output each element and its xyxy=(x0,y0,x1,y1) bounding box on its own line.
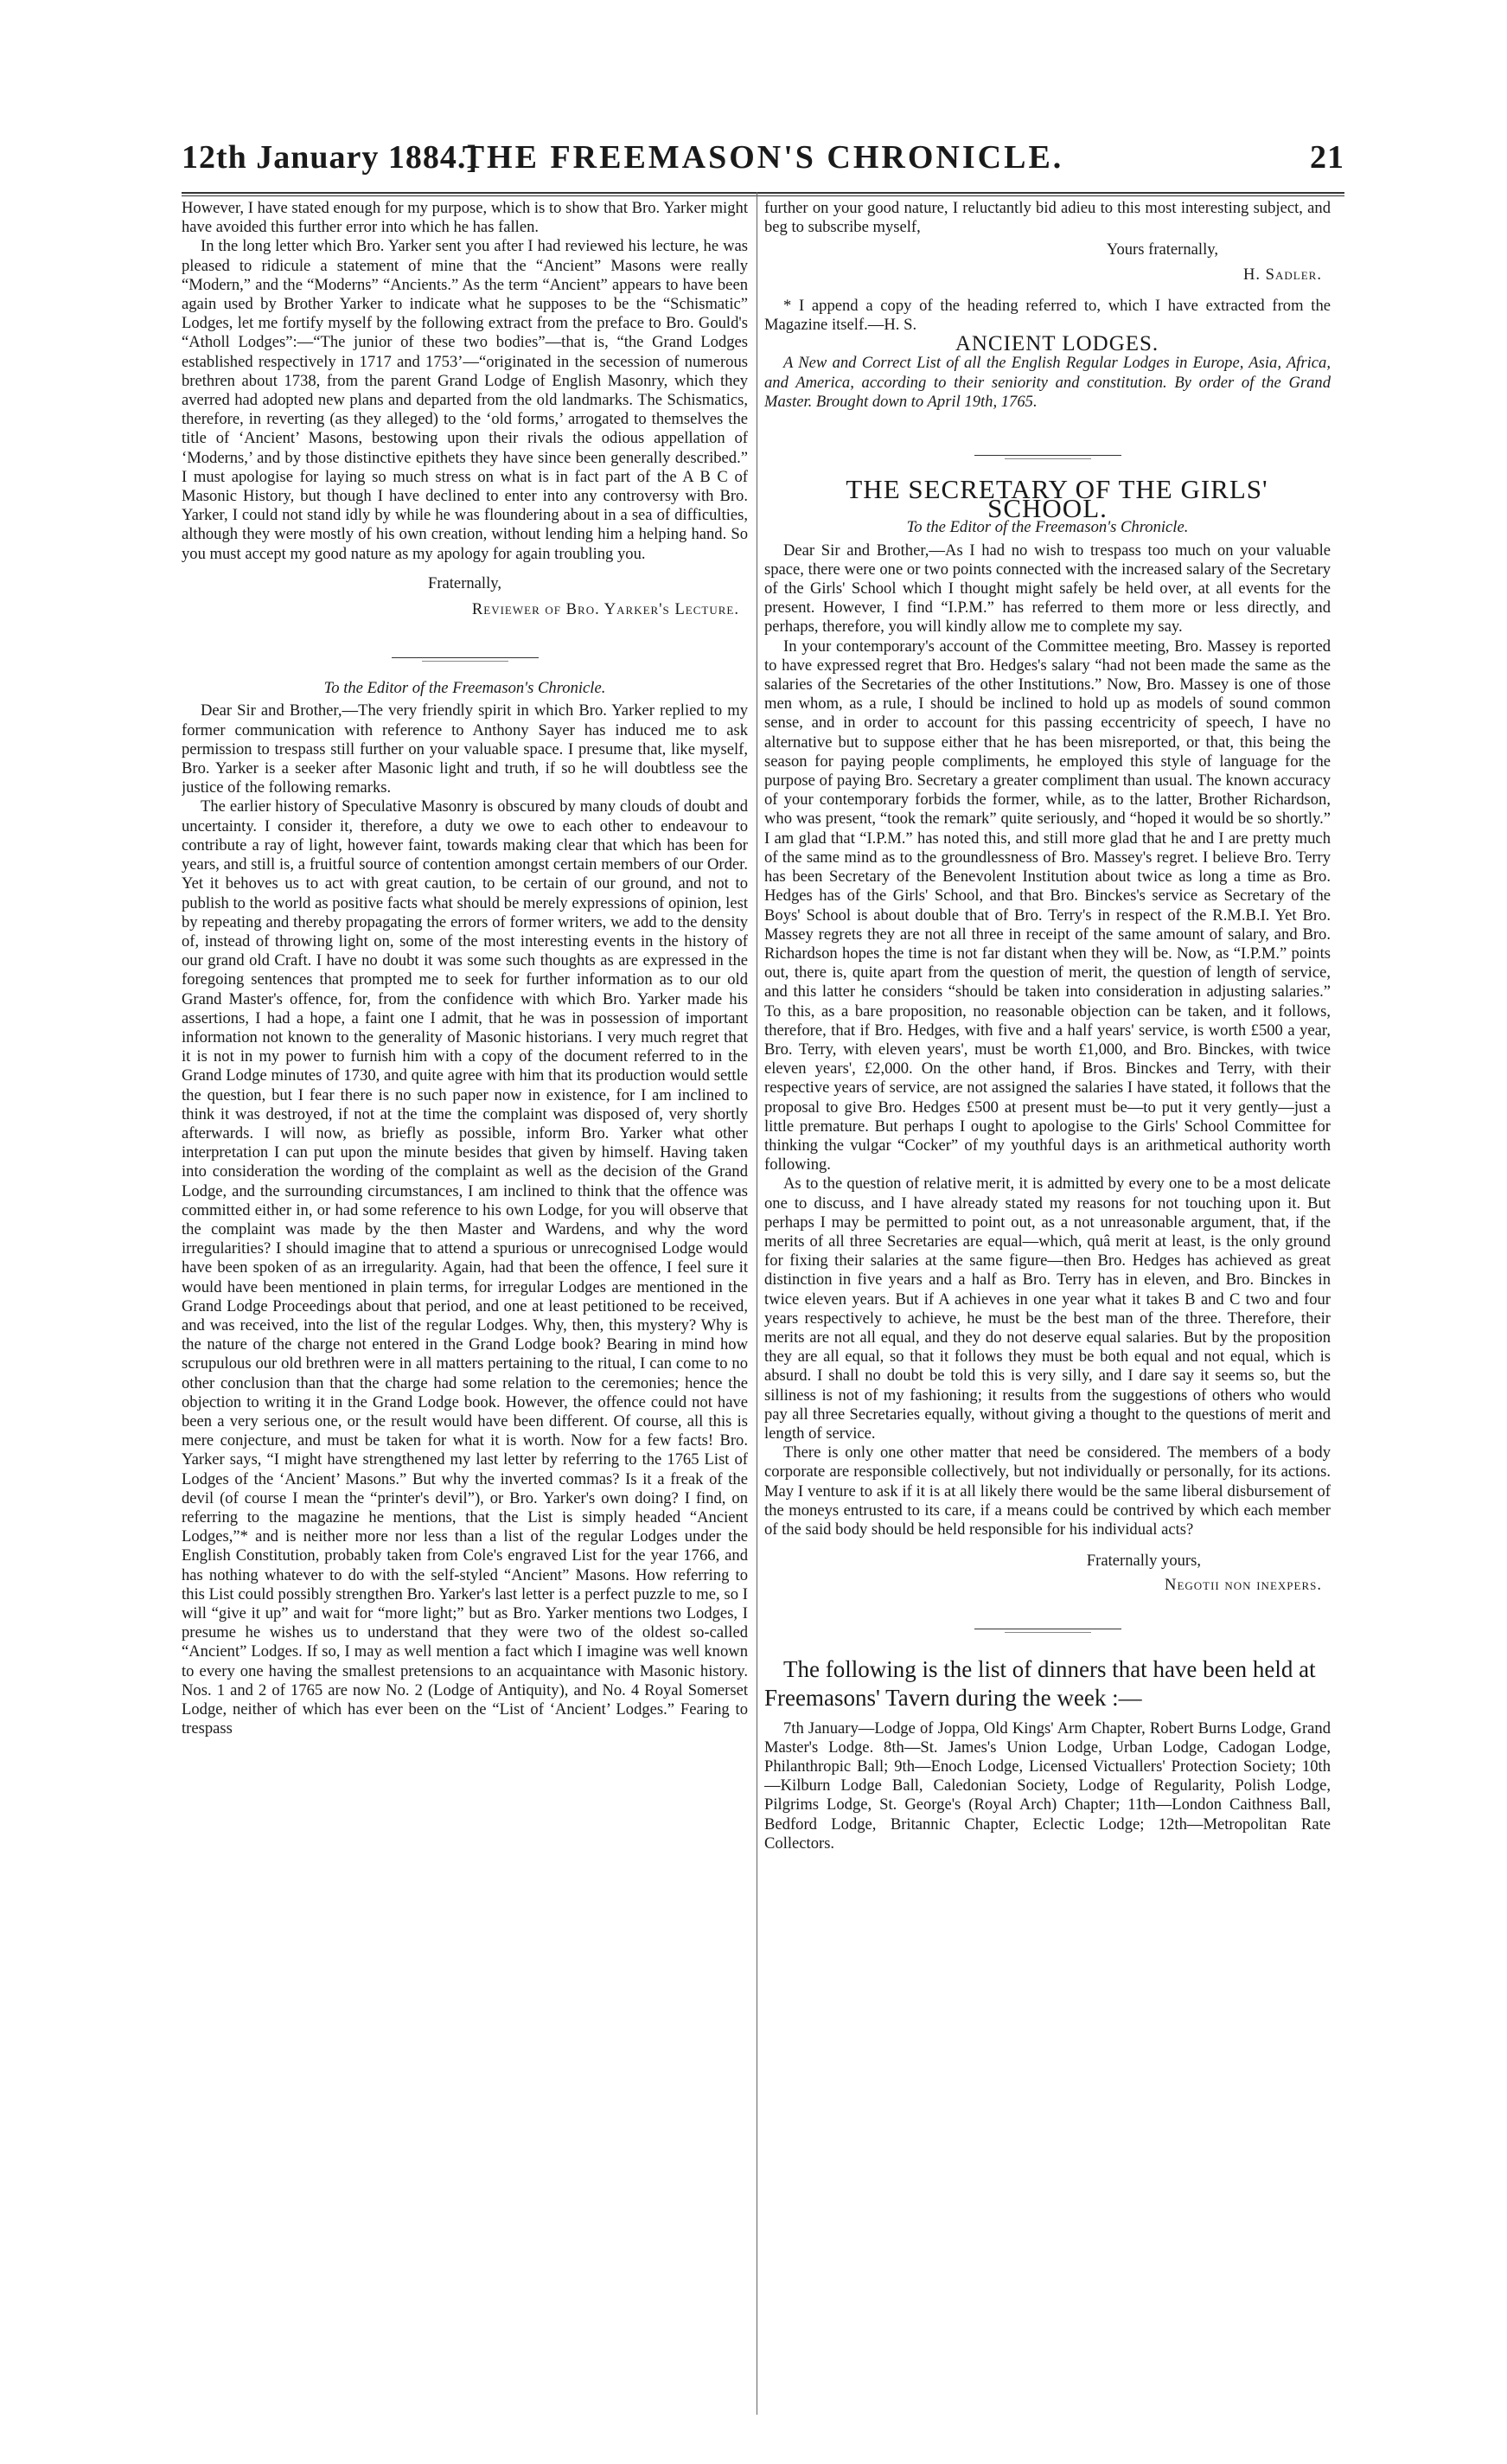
signature-sadler: H. Sadler. xyxy=(1242,265,1322,284)
header-rule-thin xyxy=(182,195,1344,196)
editor-line: To the Editor of the Freemason's Chronicle. xyxy=(906,518,1189,537)
dinners-intro: The following is the list of dinners that have been held at Freemasons' Tavern during the week :— xyxy=(764,1655,1316,1711)
footnote: * I append a copy of the heading referred to, which I have extracted from the Magazine itself.—H. S. xyxy=(764,296,1331,335)
closing-fraternally: Fraternally, xyxy=(427,573,501,592)
letter-opening: Dear Sir and Brother,—The very friendly spirit in which Bro. Yarker replied to my former communication with reference to Anthony Sayer has induced me to ask permission to trespass still further on your valuable space. I presume that, like myself, Bro. Yarker is a seeker after Masonic light and truth, if so he will doubtless see the justice of the following remarks. xyxy=(182,701,748,797)
closing-yours: Yours fraternally, xyxy=(1106,240,1218,259)
publication-title: THE FREEMASON'S CHRONICLE. xyxy=(462,139,1064,176)
section-rule-thin xyxy=(1005,458,1091,459)
dinners-list: 7th January—Lodge of Joppa, Old Kings' Arm Chapter, Robert Burns Lodge, Grand Master's Lodge. 8th—St. James's Union Lodge, Urban Lodge, Cadogan Lodge, Philanthropic Ball; 9th—Enoch Lodge, Licensed Victuallers' Protection Society; 10th—Kilburn Lodge Ball, Caledonian Society, Lodge of Regularity, Polish Lodge, Pilgrims Lodge, St. George's (Royal Arch) Chapter; 11th—London Caithness Ball, Bedford Lodge, Britannic Chapter, Eclectic Lodge; 12th—Metropolitan Rate Collectors. xyxy=(764,1718,1331,1853)
right-column xyxy=(764,199,1331,2439)
right-paragraph: further on your good nature, I reluctantly bid adieu to this most interesting subject, and beg to subscribe myself, xyxy=(764,199,1331,237)
girls-letter-body: In your contemporary's account of the Committee meeting, Bro. Massey is reported to have expressed regret that Bro. Hedges's salary “had not been made the same as the salaries of the Secretaries of the other Institutions.” Now, Bro. Massey is one of those men whom, as a rule, I should be inclined to hold up as models of sound common sense, and in order to account for this passing eccentricity of speech, I have no alternative but to suppose either that he has been misreported, or that, this being the season for paying people compliments, he employed this style of language for the purpose of paying Bro. Secretary a greater compliment than usual. The known accuracy of your contemporary forbids the former, while, as to the latter, Brother Richardson, who was present, “took the remark” quite seriously, and “hoped it would be so shortly.” I am glad that “I.P.M.” has noted this, and still more glad that he and I are pretty much of the same mind as to the groundlessness of Bro. Massey's regret. I believe Bro. Terry has been Secretary of the Benevolent Institution about twice as long a time as Bro. Hedges has of the Girls' School, and that Bro. Binckes's service as Secretary of the Boys' School is about double that of Bro. Terry's in respect of the R.M.B.I. Yet Bro. Massey regrets they are not all three in receipt of the same amount of salary, and Bro. Richardson hopes the time is not far distant when they will be. Now, as “I.P.M.” points out, there is, quite apart from the question of merit, the question of length of service, and this latter he considers “should be taken into consideration in adjusting salaries.” To this, as a bare proposition, no reasonable objection can be taken, and it follows, therefore, that if Bro. Hedges, with five and a half years' service, is worth £500 a year, Bro. Terry, with eleven years', must be worth £1,000, and Bro. Binckes, with twice eleven years', £2,000. On the other hand, if Bros. Binckes and Terry, with their respective years of service, are not assigned the salaries I have stated, it follows that the proposal to give Bro. Hedges £500 at present must be—to put it very gently—just a little premature. But perhaps I ought to apologise to the Girls' School Committee for thinking the vulgar “Cocker” of my youthful days is an arithmetical authority worth following. xyxy=(764,637,1331,1174)
girls-letter-opening: Dear Sir and Brother,—As I had no wish to trespass too much on your valuable space, there were one or two points connected with the increased salary of the Secretary of the Girls' School which I thought might safely be held over, at all events for the present. However, I find “I.P.M.” has referred to them more or less directly, and perhaps, therefore, you will kindly allow me to complete my say. xyxy=(764,541,1331,637)
girls-letter-body: There is only one other matter that need be considered. The members of a body corporate are responsible collectively, but not individually or personally, for its actions. May I venture to ask if it is at all likely there would be the same liberal disbursement of the moneys entrusted to its care, if a means could be contrived by which each member of the said body should be held responsible for his individual acts? xyxy=(764,1443,1331,1539)
header-rule xyxy=(182,192,1344,194)
signature-reviewer: Reviewer of Bro. Yarker's Lecture. xyxy=(471,600,739,619)
issue-date: 12th January 1884.] xyxy=(182,139,479,176)
left-paragraph: However, I have stated enough for my purpose, which is to show that Bro. Yarker might have avoided this further error into which he has fallen. xyxy=(182,199,748,237)
left-column xyxy=(182,199,748,2439)
signature-negotii: Negotii non inexpers. xyxy=(1165,1576,1322,1595)
left-paragraph: In the long letter which Bro. Yarker sent you after I had reviewed his lecture, he was pleased to ridicule a statement of mine that the “Ancient” Masons were really “Modern,” and the “Moderns” “Ancients.” As the term “Ancient” appears to have been again used by Brother Yarker to indicate what he supposes to be the “Schismatic” Lodges, let me fortify myself by the following extract from the preface to Bro. Gould's “Atholl Lodges”:—“The junior of these two bodies”—that is, “the Grand Lodges established respectively in 1717 and 1753’—“originated in the secession of numerous brethren about 1738, from the parent Grand Lodge of English Masonry, which they averred had adopted new plans and departed from the old landmarks. The Schismatics, therefore, in reverting (as they alleged) to the ‘old forms,’ arrogated to themselves the title of ‘Ancient’ Masons, bestowing upon their rivals the odious appellation of ‘Moderns,’ and by those distinctive epithets they have since been generally described.” I must apologise for laying so much stress on what is in fact part of the A B C of Masonic History, but though I have declined to enter into any controversy with Bro. Yarker, I could not stand idly by while he was floundering about in a sea of difficulties, although they were mostly of his own creation, without lending him a helping hand. So you must accept my good nature as my apology for again troubling you. xyxy=(182,237,748,563)
page-header xyxy=(182,130,1344,190)
ancient-lodges-heading: ANCIENT LODGES. xyxy=(955,332,1159,356)
section-rule-thin xyxy=(422,661,508,662)
editor-line: To the Editor of the Freemason's Chronicle. xyxy=(323,679,606,698)
girls-school-heading: THE SECRETARY OF THE GIRLS' SCHOOL. xyxy=(846,474,1268,524)
closing-fraternally-yours: Fraternally yours, xyxy=(1086,1552,1201,1571)
girls-letter-body: As to the question of relative merit, it is admitted by every one to be a most delicate one to discuss, and I have already stated my reasons for not touching upon it. But perhaps I may be permitted to point out, as a not unreasonable argument, that, if the merits of all three Secretaries are equal—which, quâ merit at least, is the only ground for fixing their salaries at the same figure—then Bro. Hedges has achieved as great distinction in five years and a half as Bro. Terry has in eleven, and Bro. Binckes in twice eleven years. But if A achieves in one year what it takes B and C two and four years respectively to achieve, he must be the best man of the three. Therefore, their merits are not all equal, and they do not deserve equal salaries. But by the proposition they are all equal, so that it follows they must be both equal and not equal, which is absurd. I shall no doubt be told this is very silly, and I dare say it seems so, but the silliness is not of my fashioning; it results from the suggestions of others who would pay all three Secretaries equally, without giving a thought to the questions of merit and length of service. xyxy=(764,1174,1331,1443)
letter-body: The earlier history of Speculative Masonry is obscured by many clouds of doubt and uncertainty. I consider it, therefore, a duty we owe to each other to endeavour to contribute a ray of light, however faint, towards making clear that which has been for years, and still is, a fruitful source of contention amongst certain members of our Order. Yet it behoves us to act with great caution, to be certain of our ground, and not to publish to the world as positive facts what should be merely expressions of opinion, lest by repeating and thereby propagating the errors of former writers, we add to the density of, instead of throwing light on, some of the most interesting events in the history of our grand old Craft. I have no doubt it was some such thoughts as are expressed in the foregoing sentences that prompted me to seek for further information as to our old Grand Master's offence, for, from the confidence with which Bro. Yarker made his assertions, I had a hope, a faint one I admit, that he was in possession of important information not known to the generality of Masonic historians. I very much regret that it is not in my power to furnish him with a copy of the document referred to in the Grand Lodge minutes of 1730, and quite agree with him that its production would settle the question, but I fear there is no such paper now in existence, for I am inclined to think it was destroyed, if not at the time the complaint was disposed of, very shortly afterwards. I will now, as briefly as possible, inform Bro. Yarker what other interpretation I can put upon the minute besides that given by himself. Having taken into consideration the wording of the complaint as well as the decision of the Grand Lodge, and the surrounding circumstances, I am inclined to think that the offence was committed either in, or had some reference to his own Lodge, for you will observe that the complaint was made by the then Master and Wardens, and why the word irregularities? I should imagine that to attend a spurious or unrecognised Lodge would have been spoken of as an irregularity. Again, had that been the offence, I feel sure it would have been mentioned in plain terms, for irregular Lodges are mentioned in the Grand Lodge Proceedings about that period, and one at least petitioned to be received, and was received, into the list of the regular Lodges. Why, then, this mystery? Why is the nature of the charge not entered in the Grand Lodge book? Bearing in mind how scrupulous our old brethren were in all matters pertaining to the ritual, I can come to no other conclusion than that the charge had some relation to the ceremonies; hence the objection to writing it in the Grand Lodge book. However, the offence could not have been a very serious one, or the result would have been different. Of course, all this is mere conjecture, and must be taken for what it is worth. Now for a few facts! Bro. Yarker says, “I might have strengthened my last letter by referring to the 1765 List of Lodges of the ‘Ancient’ Masons.” But why the inverted commas? Is it a freak of the devil (of course I mean the “printer's devil”), or Bro. Yarker's own doing? I find, on referring to the magazine he mentions, that the List is simply headed “Ancient Lodges,”* and is neither more nor less than a list of the regular Lodges under the English Constitution, probably taken from Cole's engraved List for the year 1766, and has nothing whatever to do with the self-styled “Ancient” Masons. How referring to this List could possibly strengthen Bro. Yarker's last letter is a perfect puzzle to me, so I will “give it up” and wait for “more light;” but as Bro. Yarker mentions two Lodges, I presume he wishes us to understand that they were two of the oldest so-called “Ancient” Lodges. If so, I may as well mention a fact which I imagine was well known to every one having the smallest pretensions to an acquaintance with Masonic history. Nos. 1 and 2 of 1765 are now No. 2 (Lodge of Antiquity), and No. 4 Royal Somerset Lodge, neither of which has ever been on the “List of ‘Ancient’ Lodges.” Fearing to trespass xyxy=(182,797,748,1738)
ancient-lodges-subtitle: A New and Correct List of all the English Regular Lodges in Europe, Asia, Africa, and America, according to their seniority and constitution. By order of the Grand Master. Brought down to April 19th, 1765. xyxy=(764,354,1331,411)
section-rule xyxy=(392,657,539,658)
section-rule-thin xyxy=(1005,1632,1091,1633)
section-rule xyxy=(974,455,1121,456)
page-number: 21 xyxy=(1310,139,1344,176)
